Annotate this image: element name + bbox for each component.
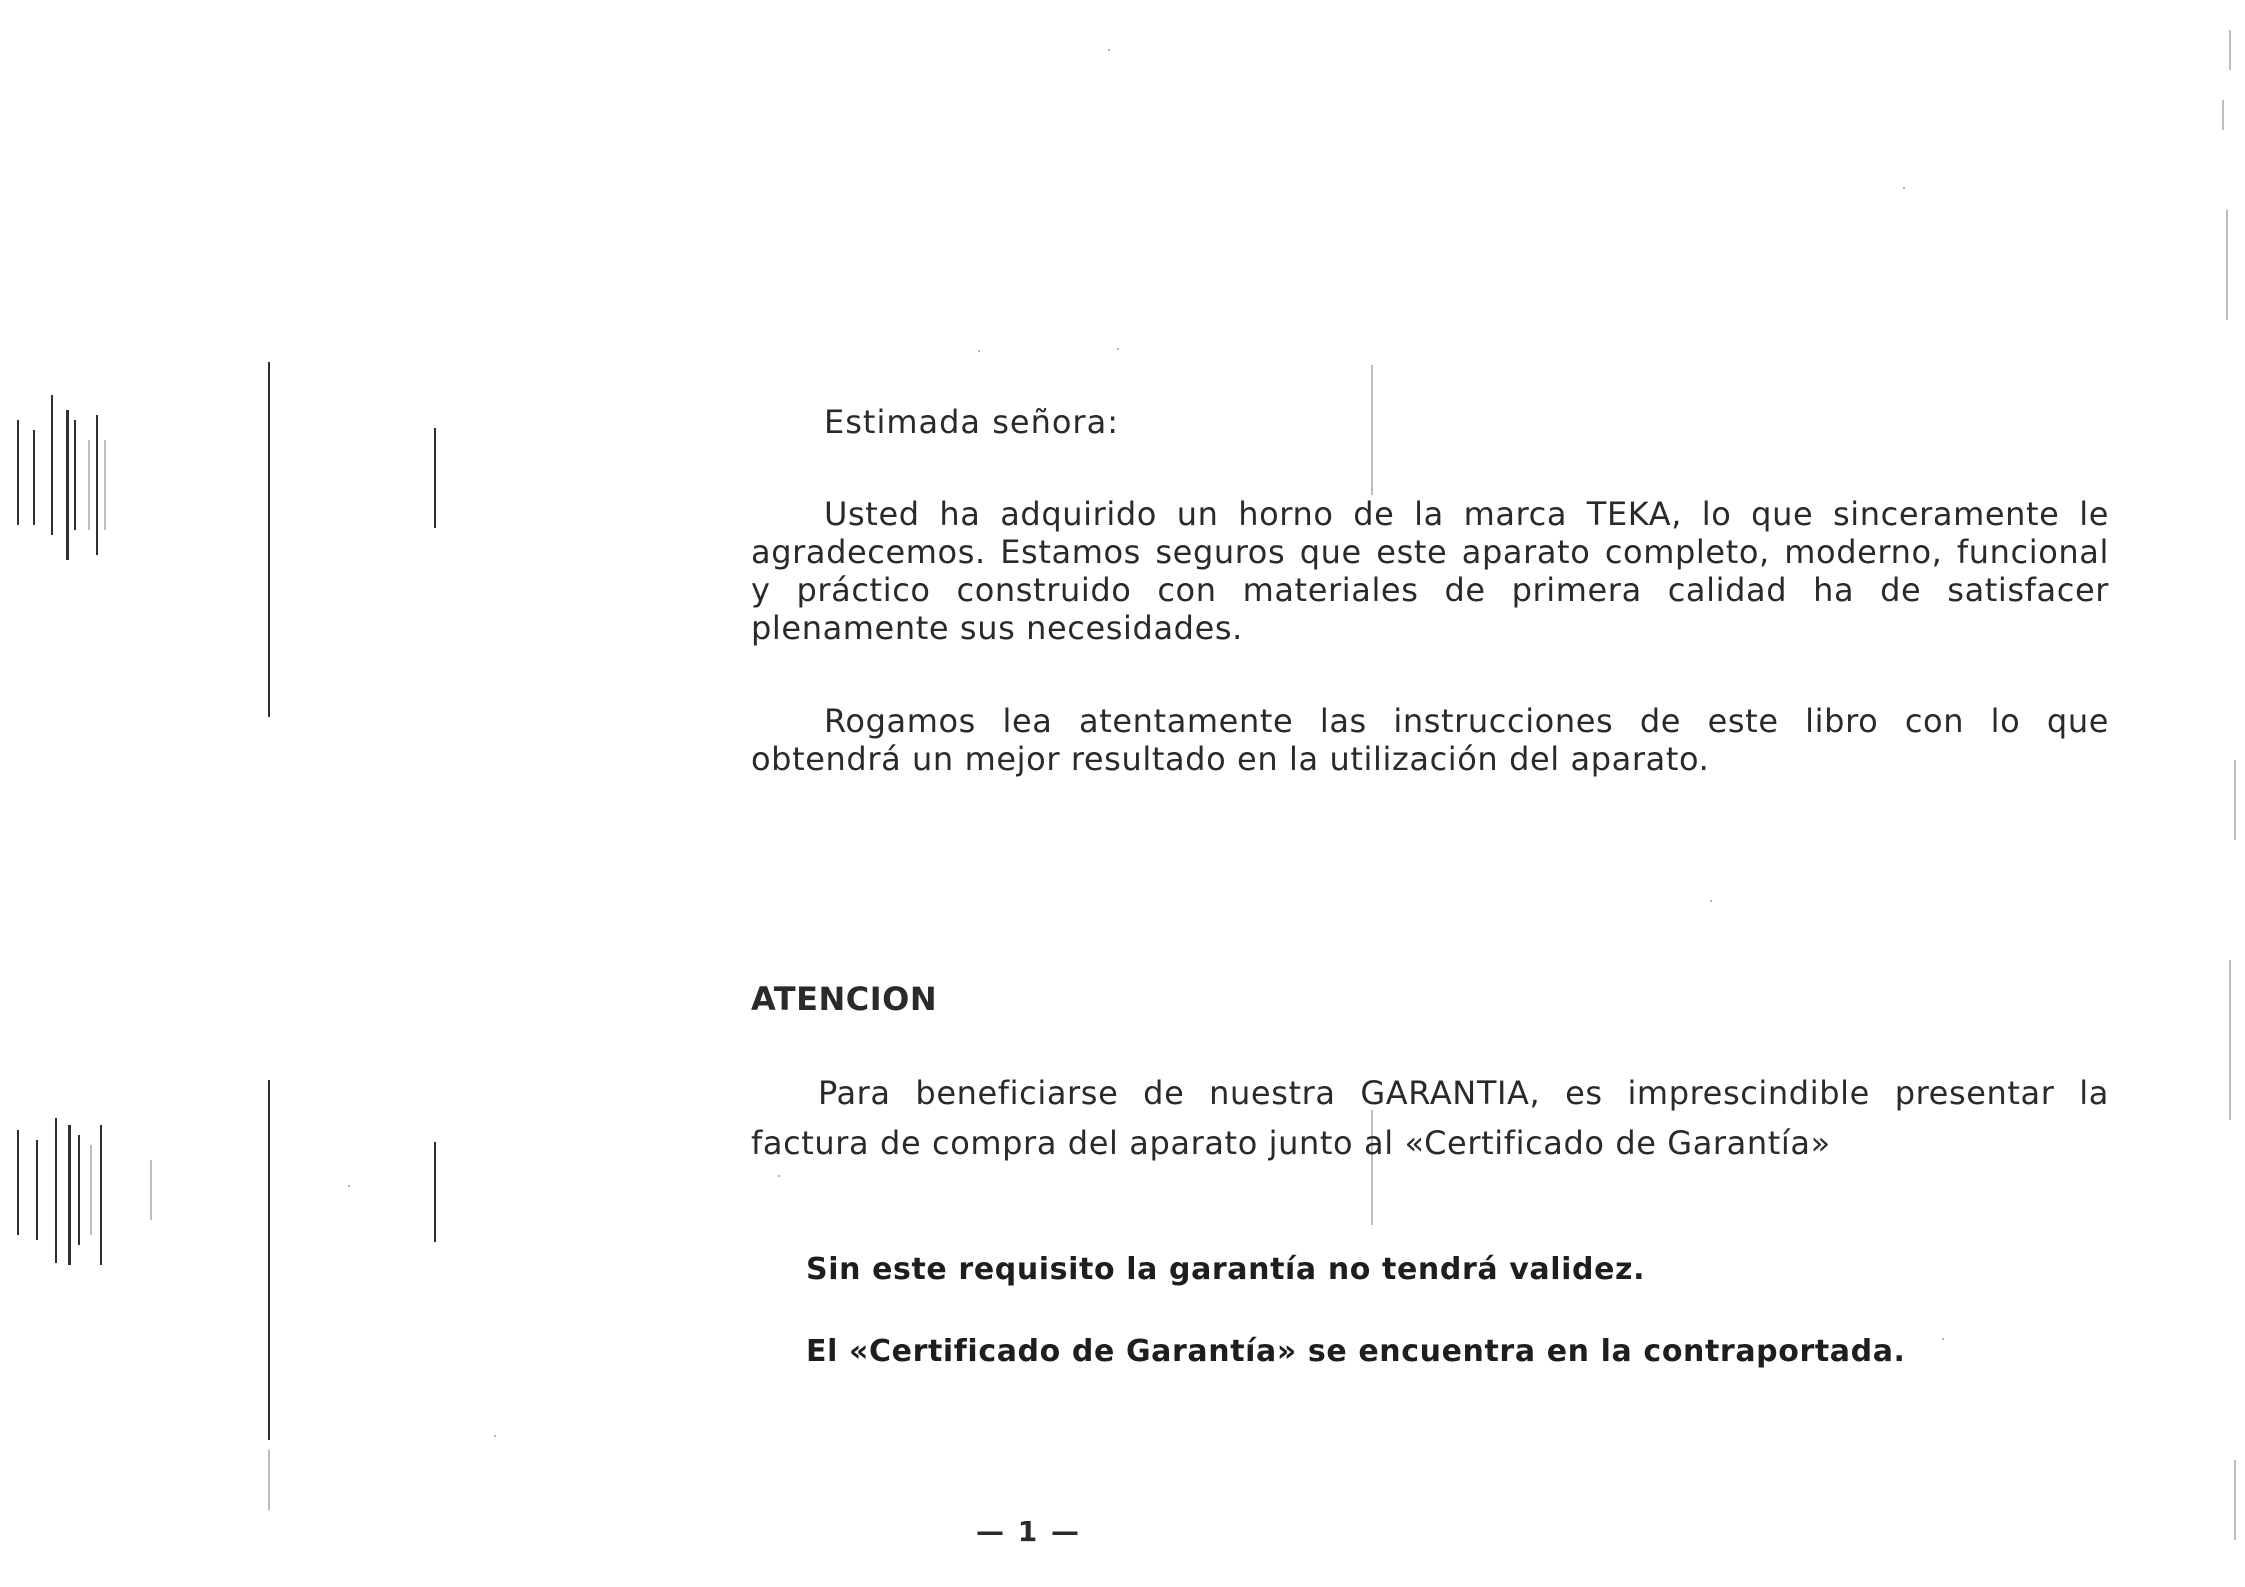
attention-heading: ATENCION: [751, 980, 938, 1018]
page-number: — 1 —: [976, 1515, 1081, 1548]
intro-paragraph: Usted ha adquirido un horno de la marca TEKA, lo que sinceramente le agradecemos. Estamos seguros que este aparato completo, moderno, funcional y práctico construido con materiales de primera calidad ha de satisfacer plenamente sus necesidades.: [751, 495, 2109, 647]
warranty-validity-notice: Sin este requisito la garantía no tendrá validez.: [806, 1252, 1646, 1287]
salutation: Estimada señora:: [824, 403, 1119, 441]
instructions-paragraph: Rogamos lea atentamente las instrucciones de este libro con lo que obtendrá un mejor resultado en la utilización del aparato.: [751, 702, 2109, 778]
warranty-certificate-location-notice: El «Certificado de Garantía» se encuentra en la contraportada.: [806, 1334, 1906, 1369]
warranty-paragraph: Para beneficiarse de nuestra GARANTIA, es imprescindible presentar la factura de compra del aparato junto al «Certificado de Garantía»: [751, 1074, 2109, 1162]
